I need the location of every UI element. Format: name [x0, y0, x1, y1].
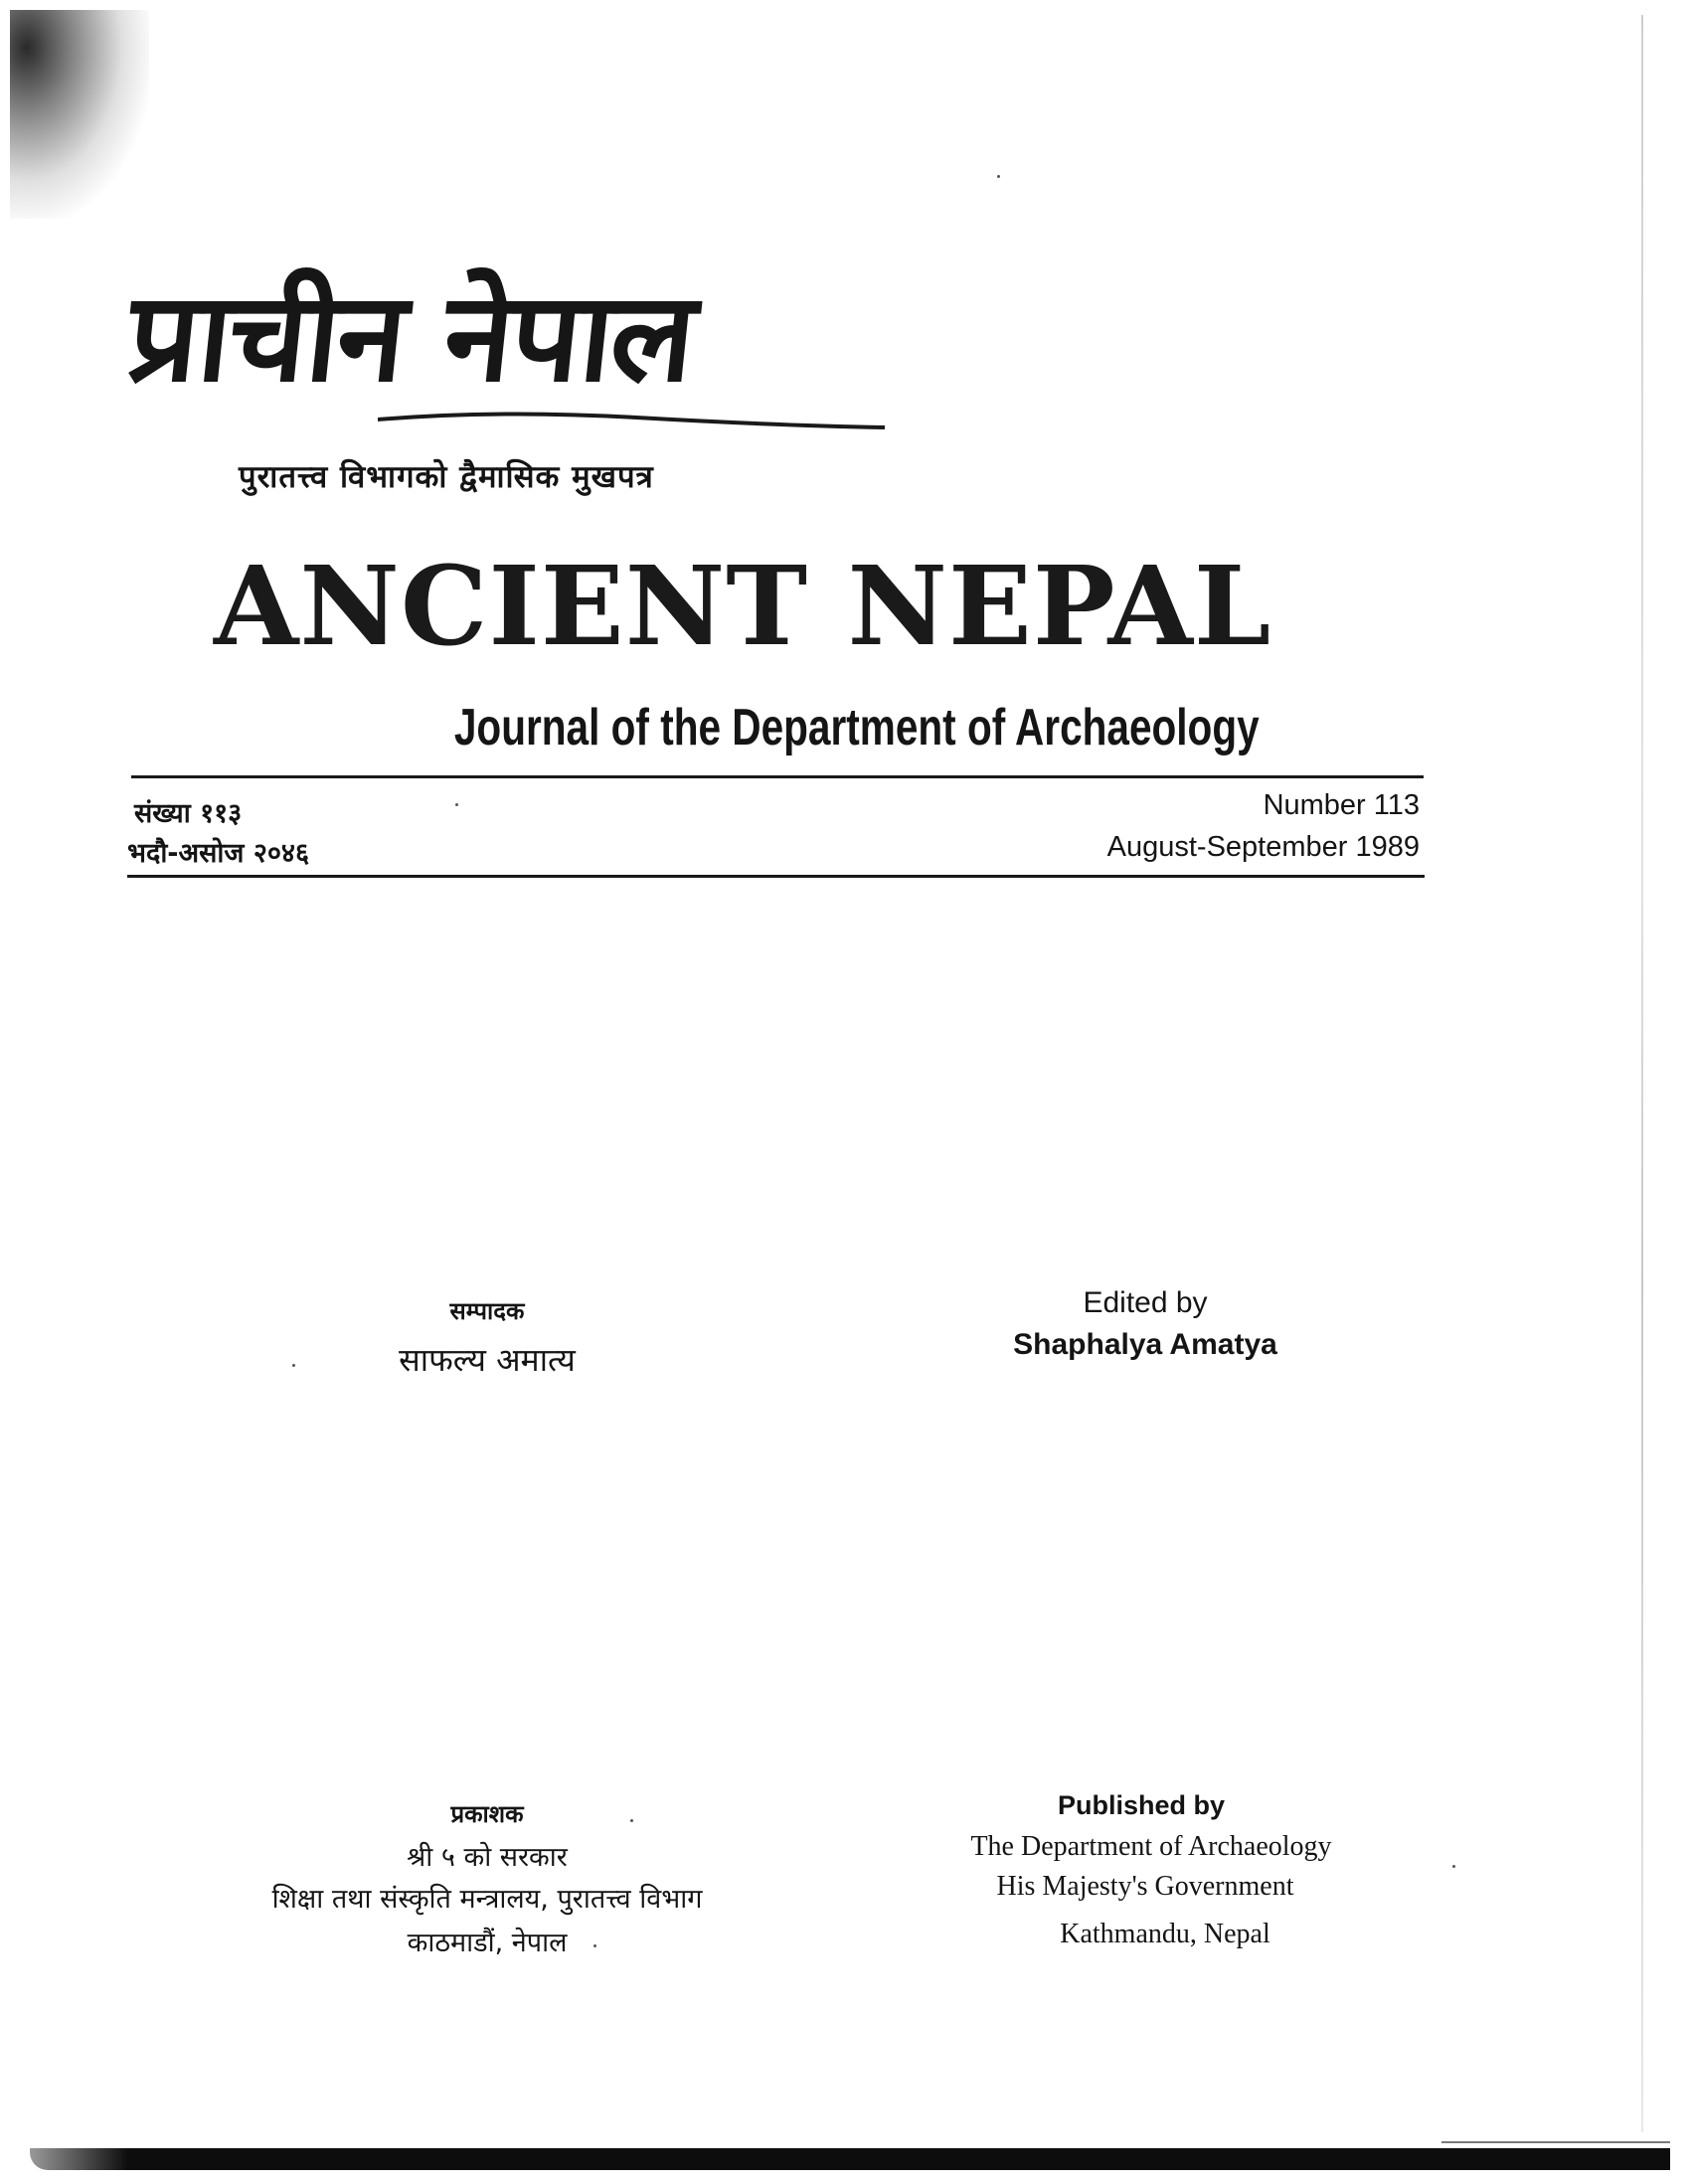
issue-date-nepali: भदौ-असोज २०४६: [127, 838, 309, 869]
top-rule: [131, 775, 1424, 778]
editor-label-nepali: सम्पादक: [449, 1297, 525, 1325]
publisher-label-nepali: प्रकाशक: [450, 1800, 524, 1828]
publisher-line1: The Department of Archaeology: [970, 1831, 1332, 1862]
editor-label: Edited by: [1083, 1286, 1208, 1319]
publisher-line2: His Majesty's Government: [996, 1871, 1294, 1902]
publisher-line1-nepali: श्री ५ को सरकार: [407, 1842, 568, 1873]
scan-dash: [1441, 2141, 1670, 2143]
bottom-scan-bar: [30, 2148, 1670, 2170]
editor-name-nepali: साफल्य अमात्य: [399, 1341, 576, 1379]
page-edge-line: [1641, 15, 1643, 2132]
editor-name: Shaphalya Amatya: [1013, 1328, 1277, 1361]
journal-title: ANCIENT NEPAL: [214, 542, 1272, 670]
issue-number-nepali: संख्या ११३: [134, 798, 243, 829]
scan-smudge: [10, 10, 149, 219]
issue-date: August-September 1989: [1106, 831, 1420, 863]
publisher-line2-nepali: शिक्षा तथा संस्कृति मन्त्रालय, पुरातत्त्व विभाग: [271, 1884, 703, 1915]
nepali-masthead-subtitle: पुरातत्त्व विभागको द्वैमासिक मुखपत्र: [239, 459, 654, 495]
bottom-rule: [127, 875, 1425, 878]
scan-speck: [455, 803, 458, 806]
scan-speck: [593, 1944, 596, 1947]
scan-speck: [1452, 1865, 1455, 1868]
issue-number: Number 113: [1263, 789, 1420, 821]
nepali-masthead-title: प्राचीन नेपाल: [121, 266, 701, 410]
masthead-swash: [378, 408, 885, 431]
scan-speck: [630, 1819, 633, 1822]
scan-speck: [292, 1364, 295, 1367]
journal-subtitle: Journal of the Department of Archaeology: [453, 699, 1260, 756]
scan-speck: [997, 175, 1000, 178]
publisher-line3-nepali: काठमाडौं, नेपाल: [407, 1928, 568, 1958]
publisher-line3: Kathmandu, Nepal: [1060, 1919, 1270, 1949]
publisher-label: Published by: [1057, 1790, 1226, 1820]
